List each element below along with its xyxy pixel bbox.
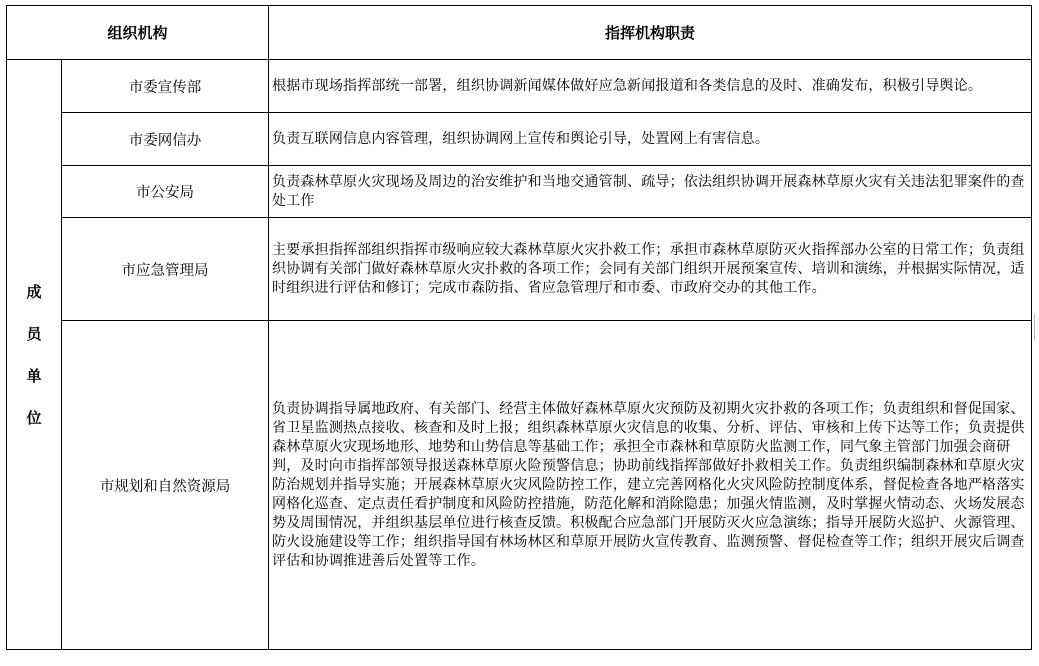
org-duty: 负责互联网信息内容管理，组织协调网上宣传和舆论引导，处置网上有害信息。 [269,113,1032,166]
responsibility-table [6,5,1032,650]
table-row [7,321,1032,650]
org-duty: 主要承担指挥部组织指挥市级响应较大森林草原火灾扑救工作；承担市森林草原防灭火指挥部办公室的日常工作；负责组织协调有关部门做好森林草原火灾扑救的各项工作；会同有关部门组织开展预案宣传、培训和演练，并根据实际情况，适时组织进行评估和修订；完成市森防指、省应急管理厅和市委、市政府交办的其他工作。 [269,218,1032,321]
org-name: 市规划和自然资源局 [62,321,269,650]
org-duty: 负责森林草原火灾现场及周边的治安维护和当地交通管制、疏导；依法组织协调开展森林草原火灾有关违法犯罪案件的查处工作 [269,166,1032,218]
header-duty: 指挥机构职责 [269,6,1032,60]
org-name: 市委宣传部 [62,60,269,113]
scrollbar-edge[interactable] [1034,314,1039,340]
header-org: 组织机构 [7,6,269,60]
group-char: 位 [26,408,42,427]
table-row [7,166,1032,218]
org-name: 市公安局 [62,166,269,218]
group-label-member-units [7,60,62,650]
org-duty: 负责协调指导属地政府、有关部门、经营主体做好森林草原火灾预防及初期火灾扑救的各项工作；负责组织和督促国家、省卫星监测热点接收、核查和及时上报；组织森林草原火灾信息的收集、分析、评估、审核和上传下达等工作；负责提供森林草原火灾现场地形、地势和山势信息等基础工作；承担全市森林和草原防火监测工作，同气象主管部门加强会商研判，及时向市指挥部领导报送森林草原火险预警信息；协助前线指挥部做好扑救相关工作。负责组织编制森林和草原火灾防治规划并指导实施；开展森林草原火灾风险防控工作，建立完善网格化火灾风险防控制度体系，督促检查各地严格落实网格化巡查、定点责任看护制度和风险防控措施，防范化解和消除隐患；加强火情监测，及时掌握火情动态、火场发展态势及周围情况，并组织基层单位进行核查反馈。积极配合应急部门开展防灭火应急演练；指导开展防火巡护、火源管理、防火设施建设等工作；组织指导国有林场林区和草原开展防火宣传教育、监测预警、督促检查等工作；组织开展灾后调查评估和协调推进善后处置等工作。 [269,321,1032,650]
header-row [7,6,1032,60]
group-char: 员 [26,324,42,343]
org-name: 市应急管理局 [62,218,269,321]
org-duty: 根据市现场指挥部统一部署，组织协调新闻媒体做好应急新闻报道和各类信息的及时、准确发布，积极引导舆论。 [269,60,1032,113]
group-char: 成 [26,282,42,301]
table-row [7,218,1032,321]
table-row [7,113,1032,166]
group-char: 单 [26,366,42,385]
table-row [7,60,1032,113]
org-name: 市委网信办 [62,113,269,166]
